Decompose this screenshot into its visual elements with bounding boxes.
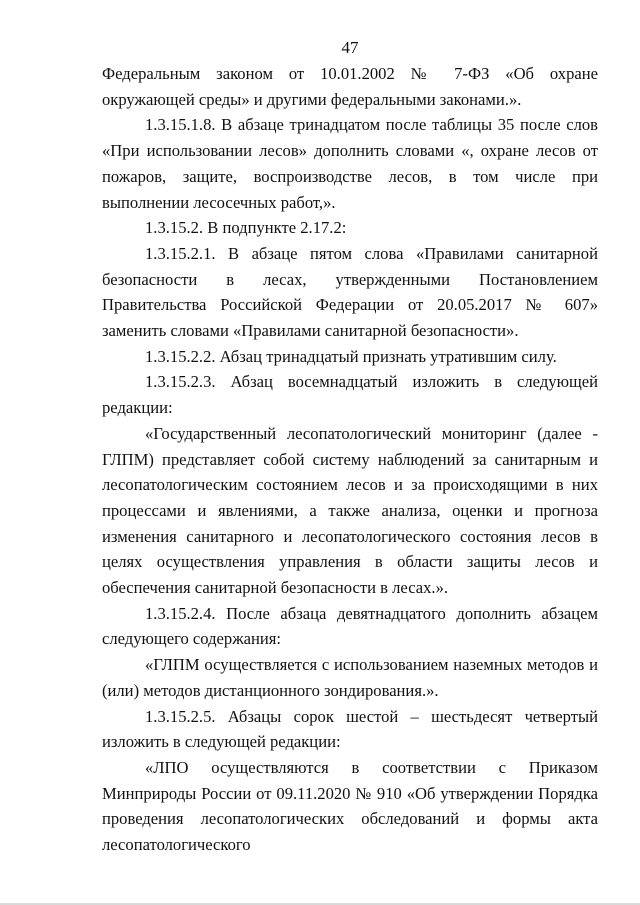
paragraph-lpo-order: «ЛПО осуществляются в соответствии с Приказом Минприроды России от 09.11.2020 № 910 «Об утверждении Порядка проведения лесопатологических обследований и формы акта лесопатологического: [102, 757, 598, 855]
paragraph-1-3-15-2-1: 1.3.15.2.1. В абзаце пятом слова «Правилами санитарной безопасности в лесах, утвержденными Постановлением Правительства Российской Федерации от 20.05.2017 № 607» заменить словами «Правилами санитарной безопасности».: [102, 243, 598, 341]
paragraph-glpm-definition: «Государственный лесопатологический мониторинг (далее - ГЛПМ) представляет собой систему наблюдений за санитарным и лесопатологическим состоянием лесов и за происходящими в них процессами и явлениями, а также анализа, оценки и прогноза изменения санитарного и лесопатологического состояния лесов в целях осуществления управления в области защиты лесов и обеспечения санитарной безопасности в лесах.».: [102, 423, 598, 598]
paragraph-glpm-methods: «ГЛПМ осуществляется с использованием наземных методов и (или) методов дистанционного зондирования.».: [102, 655, 598, 700]
document-body: [102, 61, 598, 858]
paragraph-1-3-15-2: 1.3.15.2. В подпункте 2.17.2:: [145, 218, 347, 238]
page-number: 47: [341, 38, 359, 57]
paragraph-1-3-15-2-2: 1.3.15.2.2. Абзац тринадцатый признать утратившим силу.: [145, 346, 557, 366]
paragraph-1-3-15-2-4: 1.3.15.2.4. После абзаца девятнадцатого дополнить абзацем следующего содержания:: [102, 603, 598, 649]
paragraph-1-3-15-2-3: 1.3.15.2.3. Абзац восемнадцатый изложить в следующей редакции:: [102, 372, 598, 418]
paragraph-1-3-15-1-8: 1.3.15.1.8. В абзаце тринадцатом после таблицы 35 после слов «При использовании лесов» дополнить словами «, охране лесов от пожаров, защите, воспроизводстве лесов, в том числе при выполнении лесосечных работ,».: [102, 115, 598, 212]
paragraph-1-3-15-2-5: 1.3.15.2.5. Абзацы сорок шестой – шестьдесят четвертый изложить в следующей редакции:: [102, 706, 598, 752]
paragraph-continuation: Федеральным законом от 10.01.2002 № 7-ФЗ «Об охране окружающей среды» и другими федеральными законами.».: [102, 64, 598, 109]
